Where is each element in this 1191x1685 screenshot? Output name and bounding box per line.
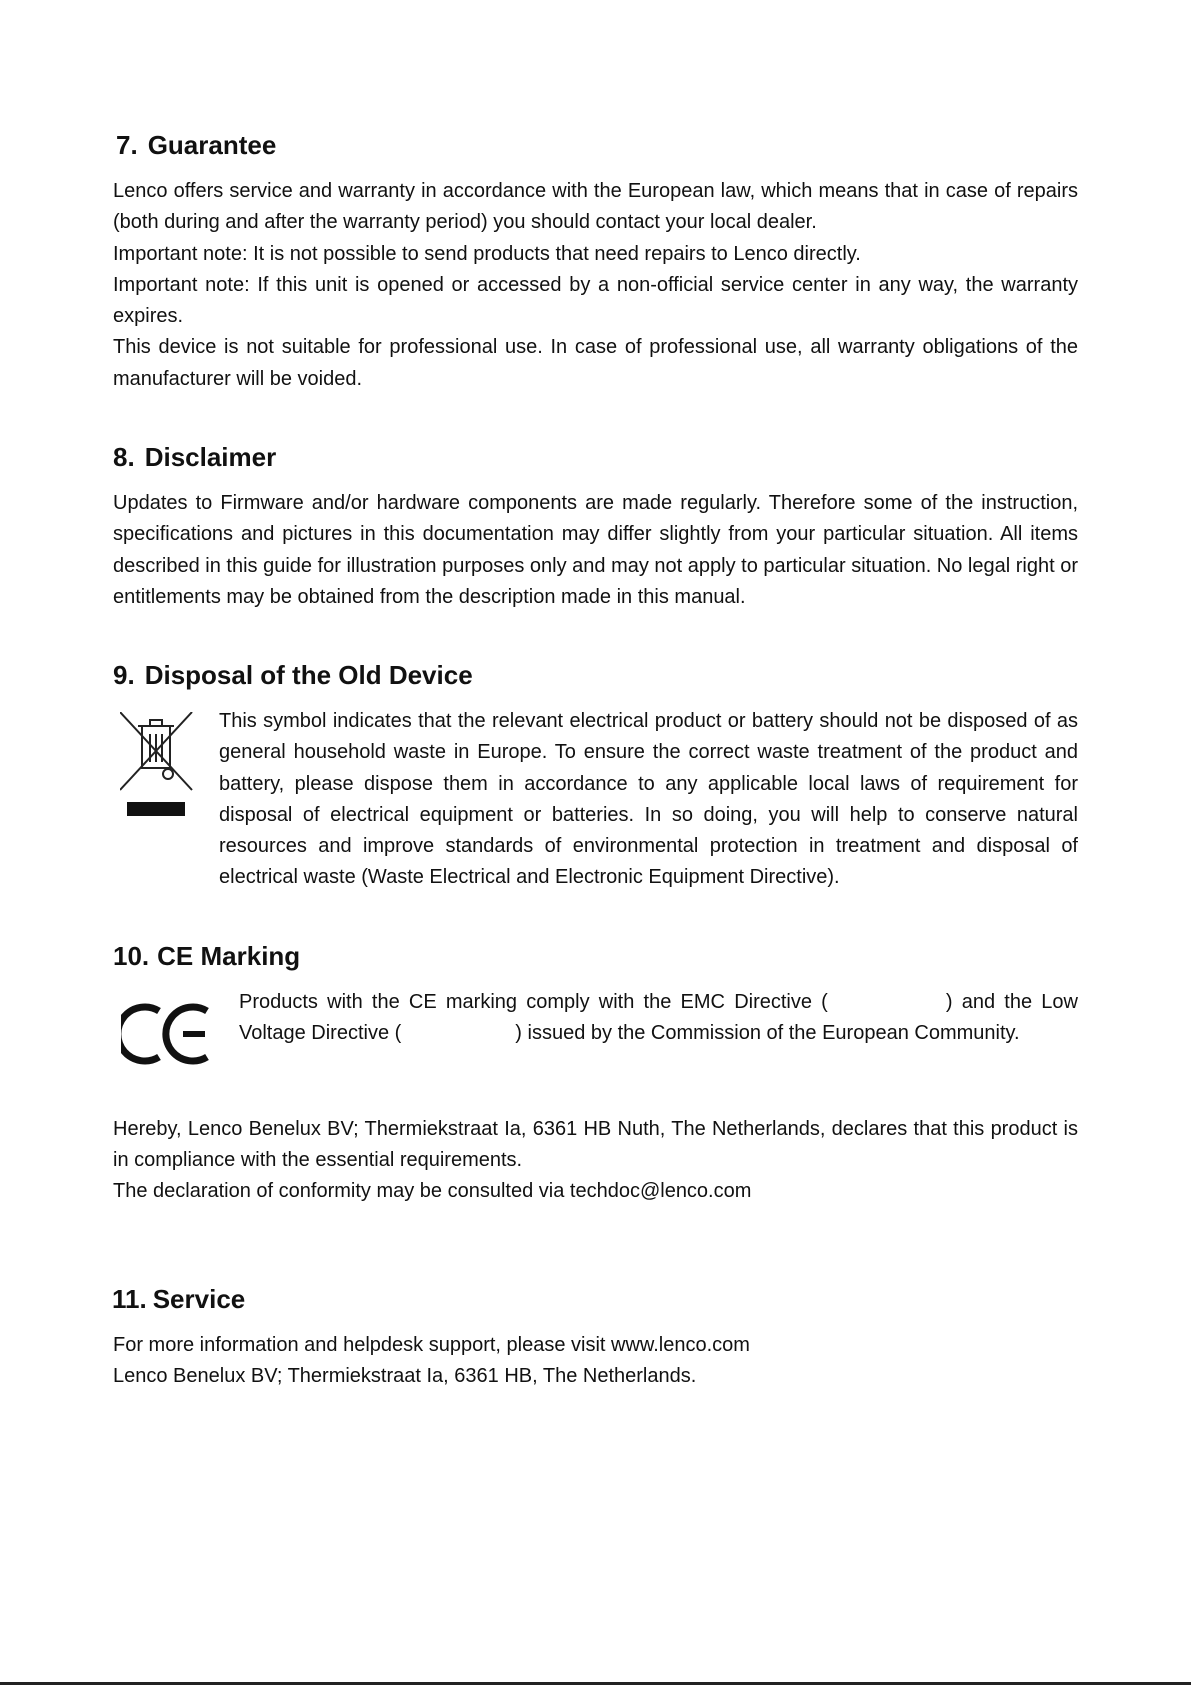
disclaimer-paragraph: Updates to Firmware and/or hardware components are made regularly. Therefore some of the instruction, specifications and pictures in this documentation may differ slightly from your particular situation. All items described in this guide for illustration purposes only and may not apply to particular situation. No legal right or entitlements may be obtained from the description made in this manual. bbox=[113, 492, 1078, 608]
guarantee-paragraph: Important note: It is not possible to send products that need repairs to Lenco directly. bbox=[113, 242, 861, 265]
section-title: Service bbox=[152, 1284, 246, 1314]
section-number: 10. bbox=[113, 941, 150, 971]
ce-text-3: ) issued by the Commission of the European Community. bbox=[515, 1022, 1020, 1045]
service-paragraph: Lenco Benelux BV; Thermiekstraat Ia, 6361 HB, The Netherlands. bbox=[113, 1365, 697, 1388]
section-number: 8. bbox=[113, 442, 135, 472]
ce-mark-icon bbox=[121, 1001, 213, 1067]
ce-text-2: ) and the Low Voltage Directive ( bbox=[239, 991, 1078, 1045]
section-guarantee bbox=[113, 128, 1078, 395]
section-ce bbox=[113, 939, 1078, 1207]
section-heading bbox=[113, 658, 1078, 692]
guarantee-paragraph: Important note: If this unit is opened or accessed by a non-official service center in any way, the warranty expires. bbox=[113, 273, 1078, 328]
section-service bbox=[113, 1282, 1078, 1393]
guarantee-paragraph: This device is not suitable for professional use. In case of professional use, all warranty obligations of the manufacturer will be voided. bbox=[113, 336, 1078, 390]
section-heading bbox=[116, 128, 1078, 162]
disposal-paragraph: This symbol indicates that the relevant electrical product or battery should not be disposed of as general household waste in Europe. To ensure the correct waste treatment of the product and battery, please dispose them in accordance to any applicable local laws of requirement for disposal of electrical equipment or batteries. In so doing, you will help to conserve natural resources and improve standards of environmental protection in treatment and disposal of electrical waste (Waste Electrical and Electronic Equipment Directive). bbox=[219, 710, 1078, 889]
ce-declaration-contact: The declaration of conformity may be consulted via techdoc@lenco.com bbox=[113, 1180, 752, 1203]
section-number: 11. bbox=[112, 1284, 147, 1314]
section-number: 9. bbox=[113, 660, 135, 690]
service-paragraph: For more information and helpdesk support, please visit www.lenco.com bbox=[113, 1334, 750, 1356]
section-heading bbox=[113, 440, 1078, 474]
section-title: Guarantee bbox=[147, 130, 277, 160]
section-number: 7. bbox=[116, 130, 138, 160]
ce-declaration: Hereby, Lenco Benelux BV; Thermiekstraat Ia, 6361 HB Nuth, The Netherlands, declares that this product is in compliance with the essential requirements. bbox=[113, 1117, 1078, 1171]
section-disclaimer bbox=[113, 440, 1078, 613]
section-heading bbox=[112, 1282, 1078, 1316]
guarantee-paragraph: Lenco offers service and warranty in accordance with the European law, which means that in case of repairs (both during and after the warranty period) you should contact your local dealer. bbox=[113, 180, 1078, 234]
ce-text-1: Products with the CE marking comply with the EMC Directive ( bbox=[239, 991, 828, 1013]
section-title: CE Marking bbox=[157, 941, 301, 971]
section-heading bbox=[113, 939, 1078, 973]
section-disposal bbox=[113, 658, 1078, 894]
section-title: Disclaimer bbox=[144, 442, 277, 472]
ce-paragraph bbox=[239, 987, 1078, 1050]
weee-crossed-bin-icon bbox=[120, 712, 200, 817]
section-title: Disposal of the Old Device bbox=[144, 660, 473, 690]
